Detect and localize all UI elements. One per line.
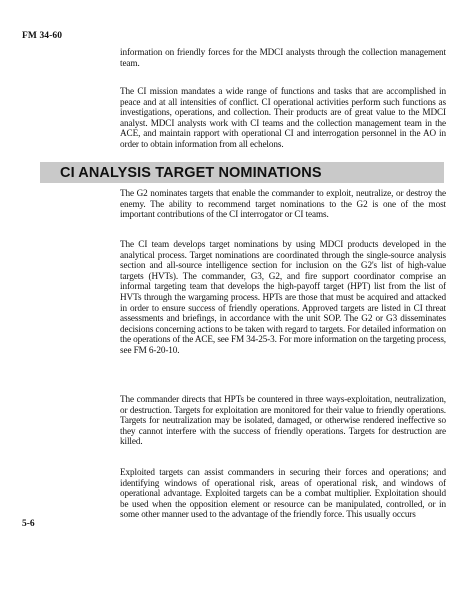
paragraph-text: The CI team develops target nominations by using MDCI products developed in the analytical process. Target nominations are coordinated through the single-source analysis section and all-source intelligence section for inclusion on the G2's list of high-value targets (HVTs). The commander, G3, G2, and fire support coordinator comprise an informal targeting team that develops the high-payoff target (HPT) list from the list of HVTs through the wargaming process. HPTs are those that must be acquired and attacked in order to ensure success of friendly operations. Approved targets are listed in CI threat assessments and briefings, in accordance with the unit SOP. The G2 or G3 disseminates decisions concerning actions to be taken with regard to targets. For detailed information on the operations of the ACE, see FM 34-25-3. For more information on the targeting process, see FM 6-20-10. xyxy=(120,239,446,355)
paragraph-exploited-targets xyxy=(120,467,446,520)
section-title: CI ANALYSIS TARGET NOMINATIONS xyxy=(60,165,322,181)
paragraph-text: The G2 nominates targets that enable the commander to exploit, neutralize, or destroy the enemy. The ability to recommend target nominations to the G2 is one of the most important contributions of the CI interrogator or CI teams. xyxy=(120,188,446,220)
paragraph-ci-mission xyxy=(120,86,446,150)
paragraph-text: information on friendly forces for the MDCI analysts through the collection management team. xyxy=(120,47,446,68)
paragraph-g2-nominates xyxy=(120,188,446,220)
paragraph-ci-team-develops xyxy=(120,239,446,356)
paragraph-text: Exploited targets can assist commanders in securing their forces and operations; and identifying windows of operational risk, areas of operational risk, and windows of operational advantage. Exploited targets can be a combat multiplier. Exploitation should be used when the opposition element or resource can be manipulated, controlled, or in some other manner used to the advantage of the friendly force. This usually occurs xyxy=(120,467,446,520)
paragraph-text: The CI mission mandates a wide range of functions and tasks that are accomplished in peace and at all intensities of conflict. CI operational activities perform such functions as investigations, operations, and collection. Their products are of great value to the MDCI analyst. MDCI analysts work with CI teams and the collection management team in the ACE, and maintain rapport with operational CI and interrogation personnel in the AO in order to obtain information from all echelons. xyxy=(120,86,446,149)
paragraph-commander-directs xyxy=(120,394,446,447)
section-heading-band xyxy=(40,162,444,183)
paragraph-text: The commander directs that HPTs be countered in three ways-exploitation, neutralization, or destruction. Targets for exploitation are monitored for their value to friendly operations. Targets for neutralization may be isolated, damaged, or otherwise rendered ineffective so they cannot interfere with the success of friendly operations. Targets for destruction are killed. xyxy=(120,394,446,447)
page-number: 5-6 xyxy=(22,519,35,529)
paragraph-intro-continuation xyxy=(120,47,446,68)
document-code: FM 34-60 xyxy=(22,31,63,41)
